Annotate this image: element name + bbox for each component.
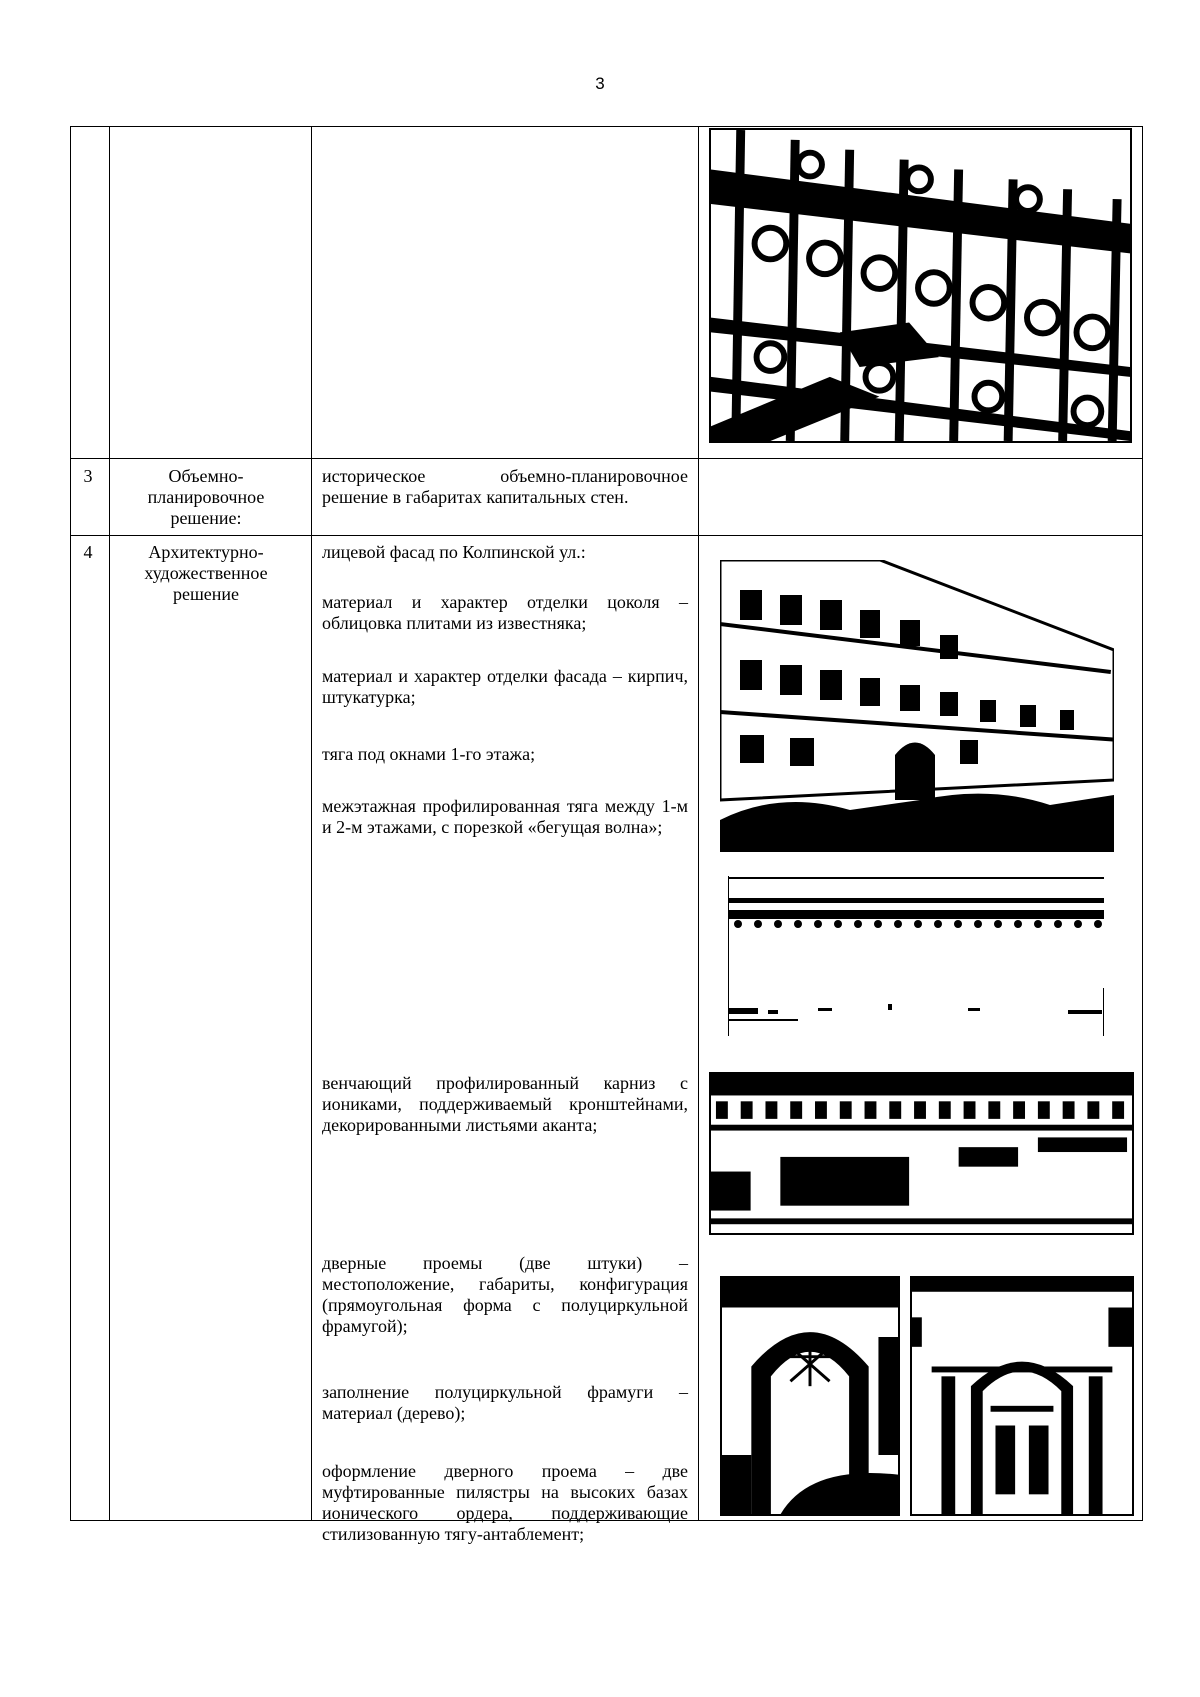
description-text: материал и характер отделки цоколя – облицовка плитами из известняка; (322, 592, 688, 633)
description-item (322, 592, 688, 634)
description-item (322, 1382, 688, 1424)
description-text: историческое объемно-планировочное решение в габаритах капитальных стен. (322, 466, 688, 507)
description-item (322, 1073, 688, 1136)
row-number: 4 (83, 542, 93, 562)
description-item (322, 542, 688, 563)
column-divider (698, 126, 699, 1521)
row-number: 3 (83, 466, 93, 486)
description-item (322, 1253, 688, 1337)
description-text: тяга под окнами 1-го этажа; (322, 744, 536, 764)
description-text: межэтажная профилированная тяга между 1-м и 2-м этажами, с порезкой «бегущая волна»; (322, 796, 688, 837)
row-title: Объемно-планировочное решение: (147, 466, 265, 528)
photo-facade (720, 560, 1114, 852)
description-text: венчающий профилированный карниз с иониками, поддерживаемый кронштейнами, декорированными листьями аканта; (322, 1073, 688, 1135)
description-item (322, 1461, 688, 1545)
description-item (322, 796, 688, 838)
column-divider (311, 126, 312, 1521)
description-text: лицевой фасад по Колпинской ул.: (322, 542, 586, 562)
row-divider (70, 458, 1143, 459)
description-text: дверные проемы (две штуки) – местоположение, габариты, конфигурация (прямоугольная форма с полуциркульной фрамугой); (322, 1253, 688, 1336)
row-divider (70, 535, 1143, 536)
description-item (322, 666, 688, 708)
row-description (322, 466, 688, 508)
description-text: материал и характер отделки фасада – кирпич, штукатурка; (322, 666, 688, 707)
page-number: 3 (595, 74, 605, 93)
column-divider (109, 126, 110, 1521)
photo-crowning-cornice (709, 1072, 1134, 1235)
description-text: оформление дверного проема – две муфтированные пилястры на высоких базах ионического ордера, поддерживающие стилизованную тягу-антаблемент; (322, 1461, 688, 1544)
photo-doorway-pilasters (910, 1276, 1134, 1516)
photo-railing (709, 128, 1132, 443)
description-item (322, 744, 688, 765)
photo-interfloor-cornice (728, 876, 1104, 1036)
row-title: Архитектурно-художественное решение (144, 542, 268, 604)
photo-doorway-arch (720, 1276, 900, 1516)
description-text: заполнение полуциркульной фрамуги – материал (дерево); (322, 1382, 688, 1423)
